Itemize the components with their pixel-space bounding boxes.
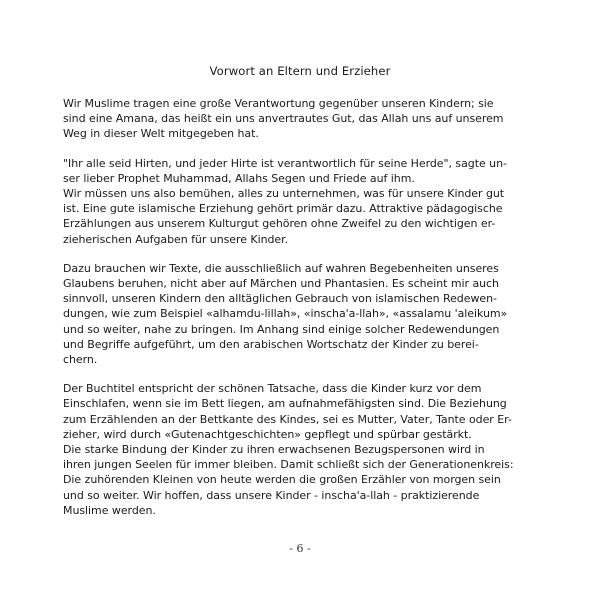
text-line: Muslime werden. <box>63 503 156 517</box>
text-line: Erzählungen aus unserem Kulturgut gehören ohne Zweifel zu den wichtigen er- <box>63 217 496 231</box>
text-line: Der Buchtitel entspricht der schönen Tatsache, dass die Kinder kurz vor dem <box>63 382 482 396</box>
text-line: dungen, wie zum Beispiel «alhamdu-lillah», «inscha'a-llah», «assalamu 'aleikum» <box>63 307 508 321</box>
text-line: ist. Eine gute islamische Erziehung gehört primär dazu. Attraktive pädagogische <box>63 202 503 216</box>
text-line: Einschlafen, wenn sie im Bett liegen, am aufnahmefähigsten sind. Die Beziehung <box>63 397 507 411</box>
text-line: sind eine Amana, das heißt ein uns anvertrautes Gut, das Allah uns auf unserem <box>63 112 504 126</box>
text-line: ihren jungen Seelen für immer bleiben. Damit schließt sich der Generationenkreis: <box>63 458 514 472</box>
text-line: zum Erzählenden an der Bettkante des Kindes, sei es Mutter, Vater, Tante oder Er- <box>63 412 512 426</box>
text-line: Wir Muslime tragen eine große Verantwortung gegenüber unseren Kindern; sie <box>63 97 494 110</box>
text-line: "Ihr alle seid Hirten, und jeder Hirte ist verantwortlich für seine Herde", sagte un- <box>63 156 507 170</box>
text-line: und so weiter. Wir hoffen, dass unsere Kinder - inscha'a-llah - praktizierende <box>63 488 480 502</box>
paragraph-4 <box>63 381 538 518</box>
text-line: chern. <box>63 353 98 367</box>
text-line: Weg in dieser Welt mitgegeben hat. <box>63 127 259 141</box>
paragraph-2 <box>63 156 538 247</box>
page-number: - 6 - <box>289 542 311 555</box>
body-text <box>63 96 538 532</box>
text-line: Die zuhörenden Kleinen von heute werden die großen Erzähler von morgen sein <box>63 473 501 487</box>
text-line: Die starke Bindung der Kinder zu ihren erwachsenen Bezugspersonen wird in <box>63 443 485 457</box>
text-line: zieherischen Aufgaben für unsere Kinder. <box>63 232 289 246</box>
text-line: ser lieber Prophet Muhammad, Allahs Segen und Friede auf ihm. <box>63 171 415 185</box>
page-title: Vorwort an Eltern und Erzieher <box>209 64 391 78</box>
text-line: und Begriffe aufgeführt, um den arabischen Wortschatz der Kinder zu berei- <box>63 337 479 351</box>
paragraph-3 <box>63 261 538 367</box>
text-line: Wir müssen uns also bemühen, alles zu unternehmen, was für unsere Kinder gut <box>63 187 505 201</box>
text-line: und so weiter, nahe zu bringen. Im Anhang sind einige solcher Redewendungen <box>63 322 500 336</box>
text-line: Glaubens beruhen, nicht aber auf Märchen und Phantasien. Es scheint mir auch <box>63 277 499 291</box>
text-line: sinnvoll, unseren Kindern den alltäglichen Gebrauch von islamischen Redewen- <box>63 292 497 306</box>
text-line: Dazu brauchen wir Texte, die ausschließlich auf wahren Begebenheiten unseres <box>63 261 499 275</box>
text-line: zieher, wird durch «Gutenachtgeschichten» gepflegt und spürbar gestärkt. <box>63 427 472 441</box>
paragraph-1 <box>63 96 538 142</box>
